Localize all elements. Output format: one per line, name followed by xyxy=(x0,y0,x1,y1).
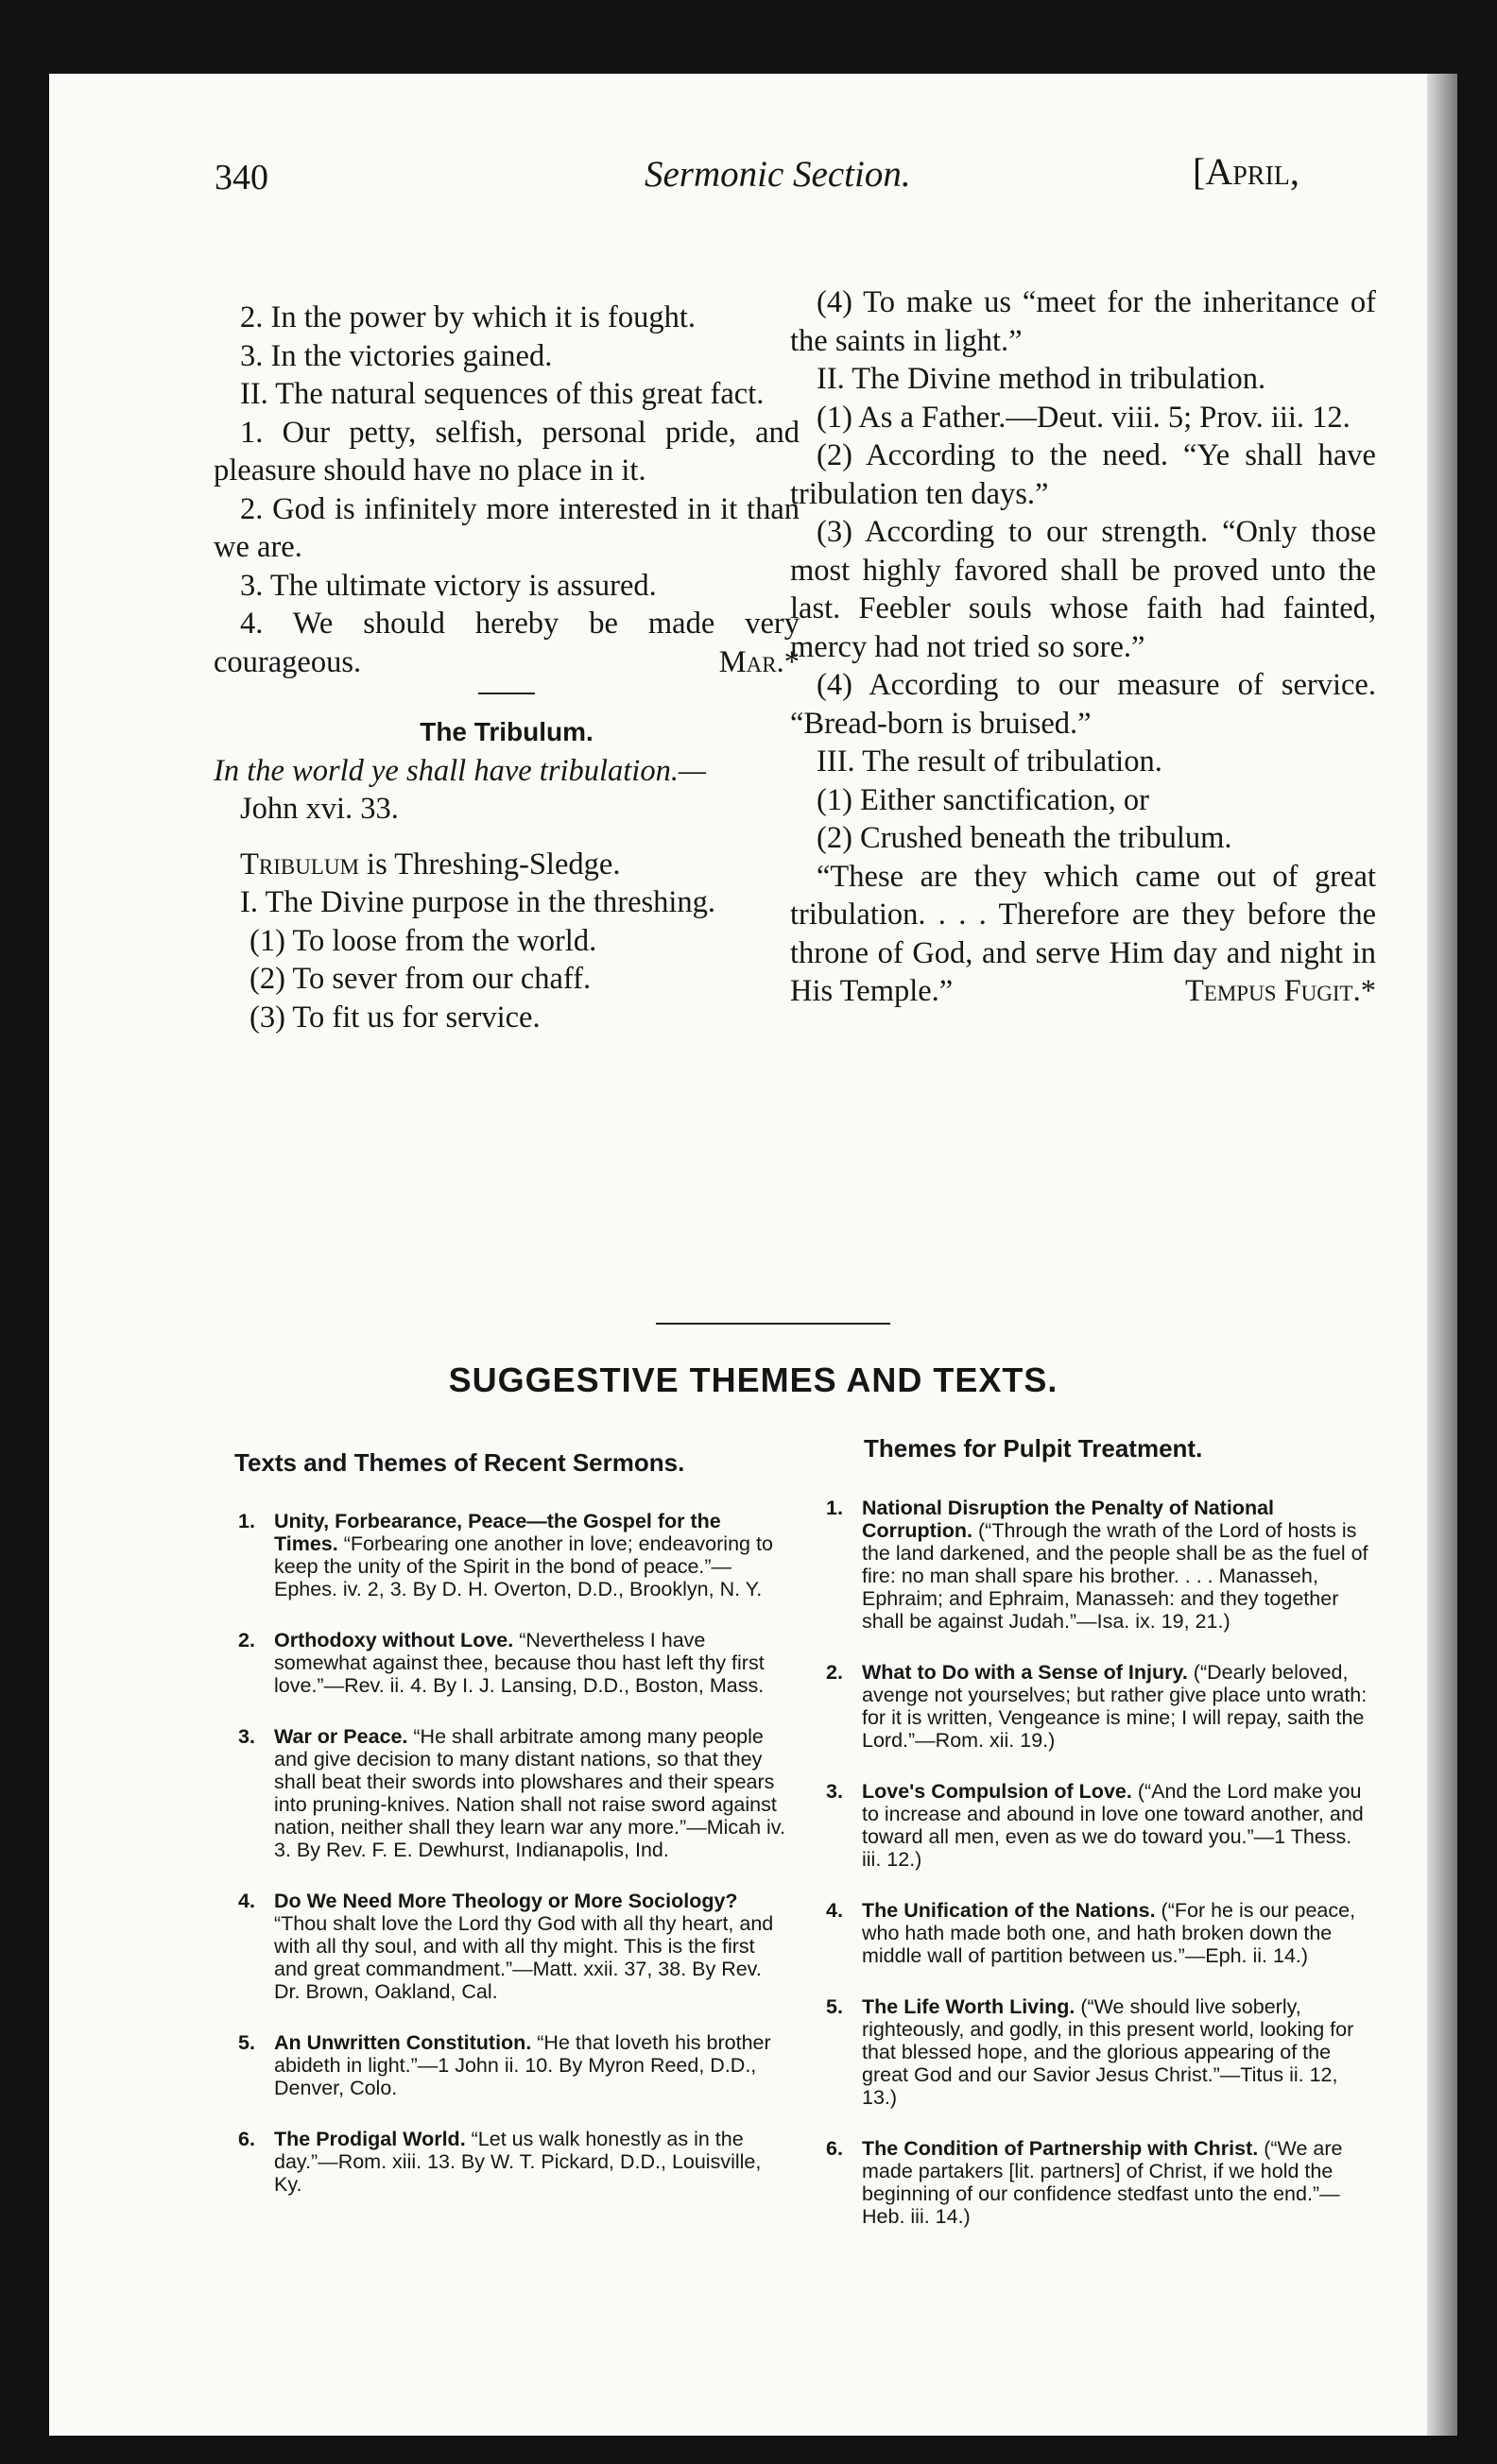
item-number: 5. xyxy=(238,2031,255,2054)
list-item xyxy=(238,1890,786,2003)
item-body: (“We are made partakers [lit. partners] of Christ, if we hold the beginning of our confidence stedfast unto the end.”—Heb. iii. 14.) xyxy=(862,2137,1343,2228)
left-text-column xyxy=(214,299,800,1036)
page-number: 340 xyxy=(215,158,268,197)
author-signature: Mar.* xyxy=(718,644,800,679)
paragraph: (2) To sever from our chaff. xyxy=(250,962,592,996)
item-body: “Forbearing one another in love; endeavoring to keep the unity of the Spirit in the bond of peace.”—Ephes. iv. 2, 3. By D. H. Overton, D.D., Brooklyn, N. Y. xyxy=(274,1532,773,1600)
item-body: “Thou shalt love the Lord thy God with all thy heart, and with all thy soul, and with all thy might. This is the first and great commandment.”—Matt. xxii. 37, 38. By Rev. Dr. Brown, Oakland, Cal. xyxy=(274,1912,774,2003)
item-body: “Nevertheless I have somewhat against thee, because thou hast left thy first love.”—Rev. ii. 4. By I. J. Lansing, D.D., Boston, Mass. xyxy=(274,1629,765,1697)
paragraph: (2) Crushed beneath the tribulum. xyxy=(817,821,1232,855)
term-definition: is Threshing-Sledge. xyxy=(358,847,621,881)
item-body: (“And the Lord make you to increase and abound in love one toward another, and toward all men, even as we do toward you.”—1 Thess. iii. 12.) xyxy=(862,1780,1364,1871)
paragraph: I. The Divine purpose in the threshing. xyxy=(240,885,716,919)
item-title: Unity, Forbearance, Peace—the Gospel for the Times. xyxy=(274,1510,721,1555)
item-number: 4. xyxy=(238,1890,255,1912)
item-body: “He that loveth his brother abideth in light.”—1 John ii. 10. By Myron Reed, D.D., Denver, Colo. xyxy=(274,2031,771,2099)
paragraph: (1) To loose from the world. xyxy=(250,923,597,958)
epigraph: In the world ye shall have tribulation.— xyxy=(214,753,706,788)
list-item xyxy=(238,1725,786,1861)
epigraph-reference: John xvi. 33. xyxy=(240,792,399,826)
item-body: (“Dearly beloved, avenge not yourselves; but rather give place unto wrath: for it is written, Vengeance is mine; I will repay, saith the Lord.”—Rom. xii. 19.) xyxy=(862,1661,1368,1752)
list-item xyxy=(826,1780,1374,1871)
list-item xyxy=(238,1510,786,1600)
recent-sermons-title: Texts and Themes of Recent Sermons. xyxy=(234,1448,685,1477)
list-item xyxy=(826,1661,1374,1752)
paragraph: (1) Either sanctification, or xyxy=(817,782,1149,817)
paragraph-with-signature xyxy=(214,605,800,681)
list-item xyxy=(826,1497,1374,1633)
themes-section-title: SUGGESTIVE THEMES AND TEXTS. xyxy=(448,1360,1058,1399)
paragraph: (4) To make us “meet for the inheritance of the saints in light.” xyxy=(790,285,1376,358)
paragraph: 3. In the victories gained. xyxy=(240,338,553,373)
item-body: (“Through the wrath of the Lord of hosts is the land darkened, and the people shall be as the fuel of fire: no man shall spare his brother. . . . Manasseh, Ephraim; and Ephraim, Manasseh: and they together shall be against Judah.”—Isa. ix. 19, 21.) xyxy=(862,1519,1368,1633)
right-text-column xyxy=(790,283,1376,1011)
scan-right-edge xyxy=(1427,74,1457,2436)
paragraph: (1) As a Father.—Deut. viii. 5; Prov. iii. 12. xyxy=(817,400,1351,435)
item-body: (“For he is our peace, who hath made both one, and hath broken down the middle wall of partition between us.”—Eph. ii. 14.) xyxy=(862,1899,1356,1967)
author-signature: Tempus Fugit.* xyxy=(1184,974,1376,1008)
list-item xyxy=(826,1899,1374,1967)
paragraph: 2. God is infinitely more interested in it than we are. xyxy=(214,491,800,564)
paragraph: (4) According to our measure of service. “Bread-born is bruised.” xyxy=(790,668,1376,741)
item-title: The Life Worth Living. xyxy=(862,1995,1075,2018)
item-number: 6. xyxy=(826,2137,843,2160)
paragraph: 2. In the power by which it is fought. xyxy=(240,300,697,334)
item-title: Orthodoxy without Love. xyxy=(274,1629,514,1651)
item-body: (“We should live soberly, righteously, and godly, in this present world, looking for that blessed hope, and the glorious appearing of the great God and our Savior Jesus Christ.”—Titus ii. 12, 13.) xyxy=(862,1995,1354,2109)
running-head: [April, xyxy=(1193,150,1299,193)
term: Tribulum xyxy=(240,847,359,881)
paragraph: II. The natural sequences of this great fact. xyxy=(240,377,765,411)
paragraph: 1. Our petty, selfish, personal pride, and pleasure should have no place in it. xyxy=(214,415,800,488)
paragraph: 3. The ultimate victory is assured. xyxy=(240,568,657,603)
paragraph: III. The result of tribulation. xyxy=(817,744,1162,779)
item-title: War or Peace. xyxy=(274,1725,408,1748)
paragraph: II. The Divine method in tribulation. xyxy=(817,362,1266,396)
book-page xyxy=(49,74,1457,2436)
section-title: Sermonic Section. xyxy=(645,154,911,195)
list-item xyxy=(238,1629,786,1697)
list-item xyxy=(826,2137,1374,2228)
sermon-heading: The Tribulum. xyxy=(420,717,594,746)
item-number: 2. xyxy=(826,1661,843,1684)
list-item xyxy=(238,2031,786,2099)
item-number: 3. xyxy=(238,1725,255,1748)
item-number: 1. xyxy=(826,1497,843,1519)
item-title: The Unification of the Nations. xyxy=(862,1899,1156,1922)
list-item xyxy=(238,2128,786,2196)
paragraph xyxy=(214,846,800,884)
paragraph: (3) According to our strength. “Only those most highly favored shall be proved unto the last. Feebler souls whose faith had fainted, mercy had not tried so sore.” xyxy=(790,515,1376,664)
paragraph: (2) According to the need. “Ye shall have tribulation ten days.” xyxy=(790,438,1376,511)
paragraph-text: “These are they which came out of great tribulation. . . . Therefore are they before the throne of God, and serve Him day and night in His Temple.” xyxy=(790,859,1376,1008)
recent-sermons-list xyxy=(238,1510,786,2224)
paragraph-with-signature xyxy=(790,858,1376,1011)
item-title: Do We Need More Theology or More Sociology? xyxy=(274,1890,738,1912)
item-title: What to Do with a Sense of Injury. xyxy=(862,1661,1188,1684)
item-title: The Condition of Partnership with Christ. xyxy=(862,2137,1259,2160)
section-rule xyxy=(656,1323,890,1325)
item-number: 4. xyxy=(826,1899,843,1922)
section-dash xyxy=(478,693,535,694)
paragraph-text: 4. We should hereby be made very courageous. xyxy=(214,607,800,679)
item-title: The Prodigal World. xyxy=(274,2128,466,2150)
paragraph: (3) To fit us for service. xyxy=(250,1000,541,1035)
item-body: “He shall arbitrate among many people and give decision to many distant nations, so that they shall beat their swords into plowshares and their spears into pruning-knives. Nation shall not raise sword against nation, neither shall they learn war any more.”—Micah iv. 3. By Rev. F. E. Dewhurst, Indianapolis, Ind. xyxy=(274,1725,785,1861)
item-number: 1. xyxy=(238,1510,255,1532)
item-number: 2. xyxy=(238,1629,255,1651)
item-number: 5. xyxy=(826,1995,843,2018)
item-title: Love's Compulsion of Love. xyxy=(862,1780,1132,1803)
list-item xyxy=(826,1995,1374,2109)
pulpit-treatment-title: Themes for Pulpit Treatment. xyxy=(864,1434,1203,1463)
item-number: 3. xyxy=(826,1780,843,1803)
item-title: An Unwritten Constitution. xyxy=(274,2031,532,2054)
item-title: National Disruption the Penalty of National Corruption. xyxy=(862,1497,1275,1542)
item-number: 6. xyxy=(238,2128,255,2150)
item-body: “Let us walk honestly as in the day.”—Rom. xiii. 13. By W. T. Pickard, D.D., Louisville, Ky. xyxy=(274,2128,762,2196)
pulpit-themes-list xyxy=(826,1497,1374,2256)
